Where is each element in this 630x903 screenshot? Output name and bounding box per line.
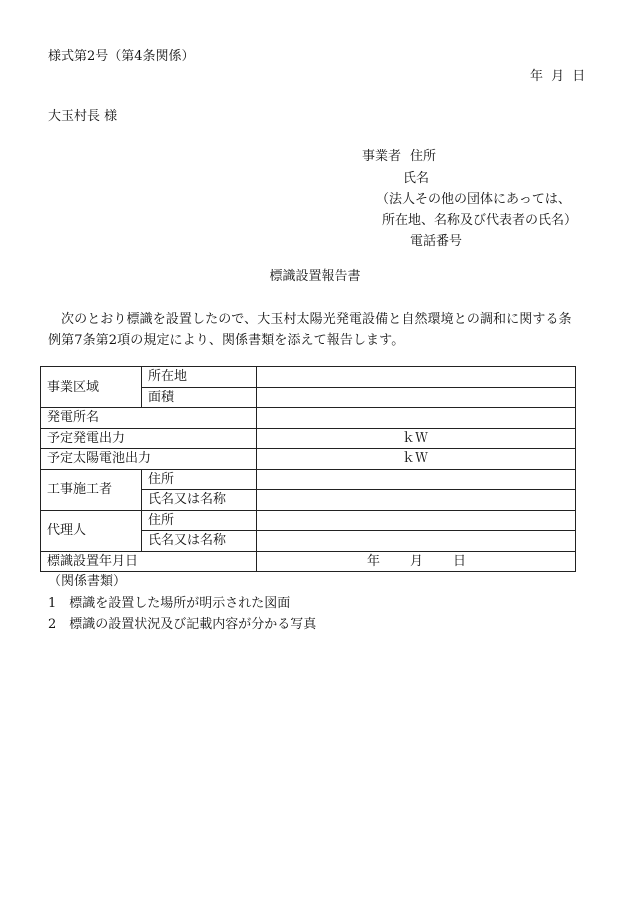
table-row <box>41 367 576 388</box>
agent-address-value <box>257 510 576 531</box>
table-row <box>41 428 576 449</box>
planned-panel-output-unit: ｋＷ <box>257 449 576 470</box>
contractor-label: 工事施工者 <box>41 469 142 510</box>
agent-name-label: 氏名又は名称 <box>142 531 257 552</box>
form-number: 様式第2号（第4条関係） <box>48 49 195 64</box>
location-value <box>257 367 576 388</box>
sign-date-label: 標識設置年月日 <box>41 551 257 572</box>
location-label: 所在地 <box>142 367 257 388</box>
applicant-block <box>362 150 602 250</box>
planned-output-unit: ｋＷ <box>257 428 576 449</box>
area-value <box>257 387 576 408</box>
planned-panel-output-label: 予定太陽電池出力 <box>41 449 257 470</box>
document-title: 標識設置報告書 <box>269 269 361 284</box>
name-label: 氏名 <box>403 171 430 186</box>
contractor-name-value <box>257 490 576 511</box>
contractor-name-label: 氏名又は名称 <box>142 490 257 511</box>
agent-address-label: 住所 <box>142 510 257 531</box>
addressee: 大玉村長 様 <box>48 109 118 124</box>
plant-name-value <box>257 408 576 429</box>
submission-date: 年 月 日 <box>530 69 586 84</box>
attachments-heading: （関係書類） <box>48 574 127 589</box>
attachment-item: 1 標識を設置した場所が明示された図面 <box>48 596 291 611</box>
area-label: 面積 <box>142 387 257 408</box>
contractor-address-value <box>257 469 576 490</box>
corporation-note-line2: 所在地、名称及び代表者の氏名） <box>382 213 578 228</box>
table-row <box>41 449 576 470</box>
phone-label: 電話番号 <box>410 234 463 249</box>
date-month: 月 <box>410 553 424 569</box>
plant-name-label: 発電所名 <box>41 408 257 429</box>
report-body: 次のとおり標識を設置したので、大玉村太陽光発電設備と自然環境との調和に関する条例第7条第2項の規定により、関係書類を添えて報告します。 <box>48 312 572 348</box>
corporation-note-line1: （法人その他の団体にあっては、 <box>376 192 571 207</box>
attachment-item: 2 標識の設置状況及び記載内容が分かる写真 <box>48 617 317 632</box>
table-row <box>41 408 576 429</box>
agent-label: 代理人 <box>41 510 142 551</box>
table-row <box>41 551 576 572</box>
table-row <box>41 510 576 531</box>
sign-date-value <box>257 551 576 572</box>
date-day: 日 <box>453 553 467 569</box>
table-row <box>41 469 576 490</box>
agent-name-value <box>257 531 576 552</box>
planned-output-label: 予定発電出力 <box>41 428 257 449</box>
address-label: 住所 <box>410 149 437 164</box>
business-label: 事業者 <box>362 149 402 164</box>
date-year: 年 <box>367 553 381 569</box>
contractor-address-label: 住所 <box>142 469 257 490</box>
report-table <box>40 366 576 572</box>
business-area-label: 事業区域 <box>41 367 142 408</box>
